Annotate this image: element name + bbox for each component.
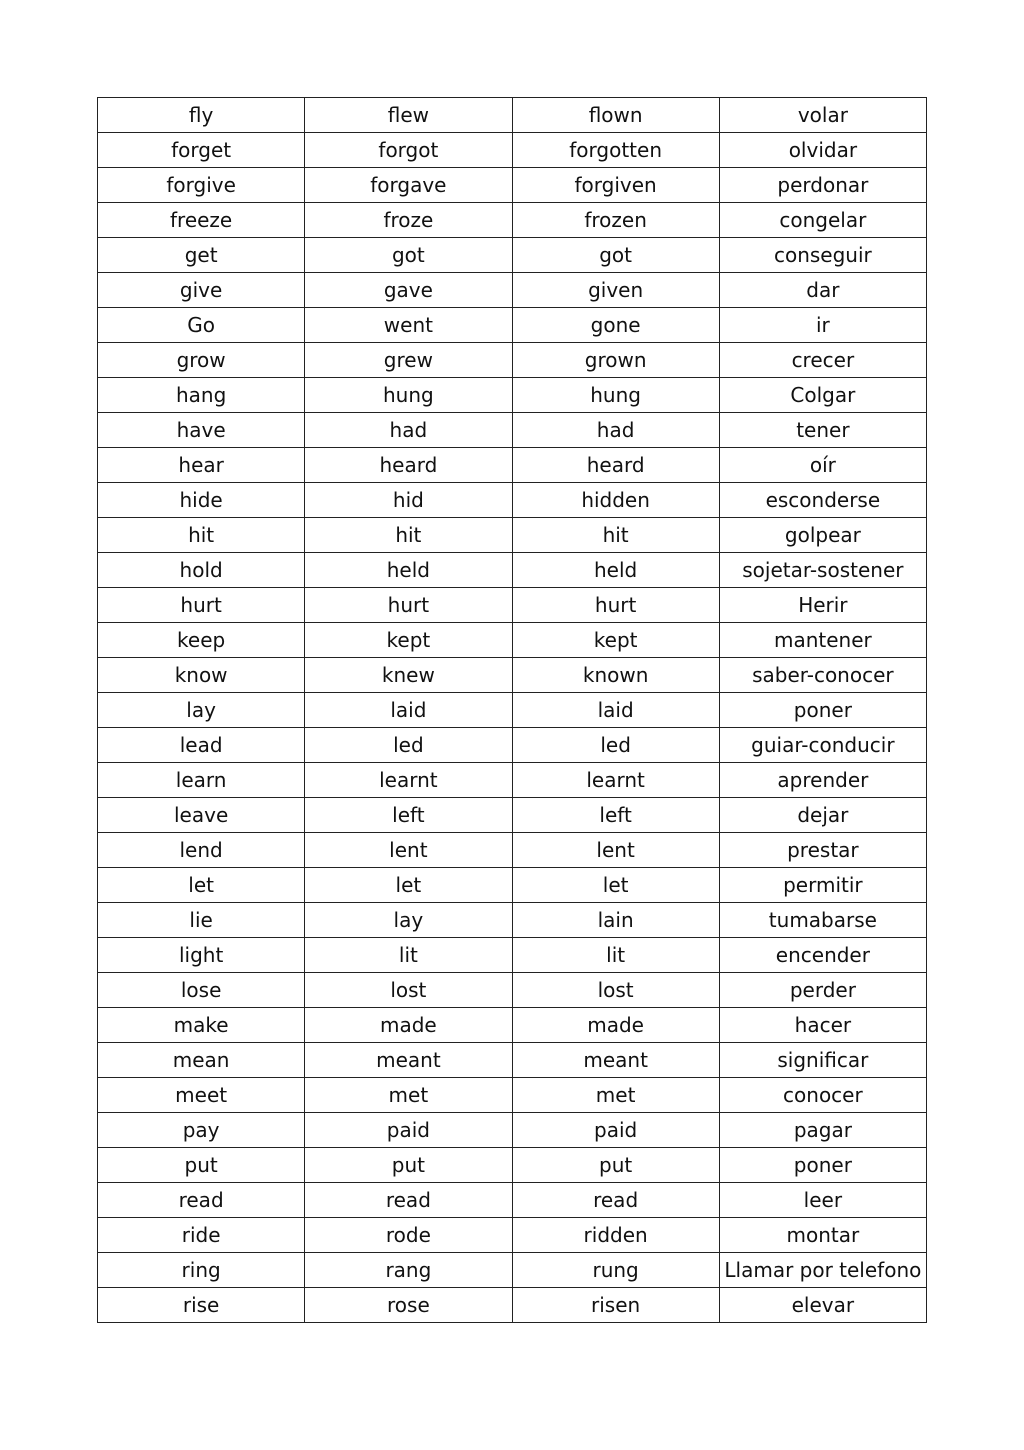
infinitive-cell: fly xyxy=(98,98,305,133)
table-row xyxy=(98,868,927,903)
translation-cell: mantener xyxy=(719,623,926,658)
translation-cell: elevar xyxy=(719,1288,926,1323)
past-participle-cell: ridden xyxy=(512,1218,719,1253)
infinitive-cell: pay xyxy=(98,1113,305,1148)
translation-cell: tumabarse xyxy=(719,903,926,938)
infinitive-cell: put xyxy=(98,1148,305,1183)
translation-cell: leer xyxy=(719,1183,926,1218)
past-simple-cell: hung xyxy=(305,378,512,413)
past-participle-cell: frozen xyxy=(512,203,719,238)
past-simple-cell: lay xyxy=(305,903,512,938)
infinitive-cell: learn xyxy=(98,763,305,798)
translation-cell: ir xyxy=(719,308,926,343)
infinitive-cell: lose xyxy=(98,973,305,1008)
past-simple-cell: hurt xyxy=(305,588,512,623)
translation-cell: oír xyxy=(719,448,926,483)
irregular-verbs-table xyxy=(97,97,927,1323)
infinitive-cell: get xyxy=(98,238,305,273)
table-row xyxy=(98,133,927,168)
past-participle-cell: hidden xyxy=(512,483,719,518)
infinitive-cell: hold xyxy=(98,553,305,588)
table-row xyxy=(98,168,927,203)
translation-cell: poner xyxy=(719,1148,926,1183)
translation-cell: prestar xyxy=(719,833,926,868)
translation-cell: Herir xyxy=(719,588,926,623)
past-participle-cell: forgiven xyxy=(512,168,719,203)
table-row xyxy=(98,343,927,378)
translation-cell: Colgar xyxy=(719,378,926,413)
infinitive-cell: lead xyxy=(98,728,305,763)
past-participle-cell: lain xyxy=(512,903,719,938)
infinitive-cell: freeze xyxy=(98,203,305,238)
past-simple-cell: rose xyxy=(305,1288,512,1323)
past-simple-cell: led xyxy=(305,728,512,763)
past-participle-cell: forgotten xyxy=(512,133,719,168)
past-simple-cell: knew xyxy=(305,658,512,693)
table-row xyxy=(98,308,927,343)
past-participle-cell: grown xyxy=(512,343,719,378)
past-simple-cell: made xyxy=(305,1008,512,1043)
infinitive-cell: give xyxy=(98,273,305,308)
table-row xyxy=(98,973,927,1008)
past-participle-cell: got xyxy=(512,238,719,273)
translation-cell: hacer xyxy=(719,1008,926,1043)
infinitive-cell: leave xyxy=(98,798,305,833)
infinitive-cell: rise xyxy=(98,1288,305,1323)
translation-cell: poner xyxy=(719,693,926,728)
translation-cell: volar xyxy=(719,98,926,133)
translation-cell: olvidar xyxy=(719,133,926,168)
translation-cell: aprender xyxy=(719,763,926,798)
translation-cell: perdonar xyxy=(719,168,926,203)
table-row xyxy=(98,203,927,238)
past-simple-cell: held xyxy=(305,553,512,588)
past-participle-cell: lent xyxy=(512,833,719,868)
translation-cell: saber-conocer xyxy=(719,658,926,693)
table-row xyxy=(98,1078,927,1113)
table-row xyxy=(98,1043,927,1078)
infinitive-cell: have xyxy=(98,413,305,448)
past-simple-cell: lit xyxy=(305,938,512,973)
table-row xyxy=(98,413,927,448)
past-participle-cell: led xyxy=(512,728,719,763)
past-simple-cell: gave xyxy=(305,273,512,308)
infinitive-cell: make xyxy=(98,1008,305,1043)
past-simple-cell: grew xyxy=(305,343,512,378)
translation-cell: tener xyxy=(719,413,926,448)
infinitive-cell: forget xyxy=(98,133,305,168)
infinitive-cell: hang xyxy=(98,378,305,413)
translation-cell: golpear xyxy=(719,518,926,553)
translation-cell: significar xyxy=(719,1043,926,1078)
translation-cell: encender xyxy=(719,938,926,973)
past-participle-cell: meant xyxy=(512,1043,719,1078)
past-simple-cell: learnt xyxy=(305,763,512,798)
table-row xyxy=(98,553,927,588)
past-simple-cell: meant xyxy=(305,1043,512,1078)
past-simple-cell: rang xyxy=(305,1253,512,1288)
past-participle-cell: kept xyxy=(512,623,719,658)
past-simple-cell: kept xyxy=(305,623,512,658)
infinitive-cell: let xyxy=(98,868,305,903)
past-participle-cell: held xyxy=(512,553,719,588)
past-simple-cell: lent xyxy=(305,833,512,868)
infinitive-cell: hear xyxy=(98,448,305,483)
table-row xyxy=(98,938,927,973)
past-participle-cell: laid xyxy=(512,693,719,728)
past-participle-cell: left xyxy=(512,798,719,833)
table-row xyxy=(98,1113,927,1148)
table-row xyxy=(98,763,927,798)
past-participle-cell: gone xyxy=(512,308,719,343)
past-simple-cell: rode xyxy=(305,1218,512,1253)
past-simple-cell: let xyxy=(305,868,512,903)
past-simple-cell: forgot xyxy=(305,133,512,168)
table-row xyxy=(98,798,927,833)
table-row xyxy=(98,833,927,868)
table-row xyxy=(98,693,927,728)
translation-cell: dejar xyxy=(719,798,926,833)
infinitive-cell: mean xyxy=(98,1043,305,1078)
past-participle-cell: lost xyxy=(512,973,719,1008)
past-participle-cell: hung xyxy=(512,378,719,413)
past-simple-cell: froze xyxy=(305,203,512,238)
table-row xyxy=(98,378,927,413)
infinitive-cell: hide xyxy=(98,483,305,518)
table-row xyxy=(98,728,927,763)
table-row xyxy=(98,518,927,553)
verbs-table-body xyxy=(98,98,927,1323)
table-row xyxy=(98,98,927,133)
past-participle-cell: read xyxy=(512,1183,719,1218)
past-participle-cell: had xyxy=(512,413,719,448)
table-row xyxy=(98,1008,927,1043)
infinitive-cell: keep xyxy=(98,623,305,658)
past-simple-cell: flew xyxy=(305,98,512,133)
table-row xyxy=(98,588,927,623)
translation-cell: crecer xyxy=(719,343,926,378)
past-participle-cell: made xyxy=(512,1008,719,1043)
past-participle-cell: learnt xyxy=(512,763,719,798)
table-row xyxy=(98,1148,927,1183)
translation-cell: pagar xyxy=(719,1113,926,1148)
past-participle-cell: given xyxy=(512,273,719,308)
past-participle-cell: hit xyxy=(512,518,719,553)
infinitive-cell: lay xyxy=(98,693,305,728)
past-participle-cell: let xyxy=(512,868,719,903)
infinitive-cell: ring xyxy=(98,1253,305,1288)
table-row xyxy=(98,483,927,518)
table-row xyxy=(98,903,927,938)
past-participle-cell: known xyxy=(512,658,719,693)
past-participle-cell: rung xyxy=(512,1253,719,1288)
infinitive-cell: grow xyxy=(98,343,305,378)
infinitive-cell: Go xyxy=(98,308,305,343)
past-participle-cell: hurt xyxy=(512,588,719,623)
translation-cell: guiar-conducir xyxy=(719,728,926,763)
table-row xyxy=(98,238,927,273)
past-simple-cell: hit xyxy=(305,518,512,553)
infinitive-cell: read xyxy=(98,1183,305,1218)
past-simple-cell: left xyxy=(305,798,512,833)
past-simple-cell: paid xyxy=(305,1113,512,1148)
table-row xyxy=(98,623,927,658)
infinitive-cell: know xyxy=(98,658,305,693)
past-simple-cell: hid xyxy=(305,483,512,518)
past-simple-cell: laid xyxy=(305,693,512,728)
past-participle-cell: paid xyxy=(512,1113,719,1148)
past-simple-cell: heard xyxy=(305,448,512,483)
past-simple-cell: read xyxy=(305,1183,512,1218)
infinitive-cell: ride xyxy=(98,1218,305,1253)
translation-cell: sojetar-sostener xyxy=(719,553,926,588)
table-row xyxy=(98,448,927,483)
past-participle-cell: flown xyxy=(512,98,719,133)
table-row xyxy=(98,658,927,693)
past-simple-cell: put xyxy=(305,1148,512,1183)
translation-cell: conocer xyxy=(719,1078,926,1113)
past-simple-cell: got xyxy=(305,238,512,273)
table-row xyxy=(98,1253,927,1288)
translation-cell: dar xyxy=(719,273,926,308)
translation-cell: esconderse xyxy=(719,483,926,518)
infinitive-cell: lie xyxy=(98,903,305,938)
past-participle-cell: put xyxy=(512,1148,719,1183)
translation-cell: perder xyxy=(719,973,926,1008)
infinitive-cell: hurt xyxy=(98,588,305,623)
infinitive-cell: forgive xyxy=(98,168,305,203)
translation-cell: conseguir xyxy=(719,238,926,273)
past-simple-cell: had xyxy=(305,413,512,448)
infinitive-cell: lend xyxy=(98,833,305,868)
table-row xyxy=(98,1183,927,1218)
infinitive-cell: light xyxy=(98,938,305,973)
past-simple-cell: forgave xyxy=(305,168,512,203)
table-row xyxy=(98,1218,927,1253)
translation-cell: permitir xyxy=(719,868,926,903)
translation-cell: montar xyxy=(719,1218,926,1253)
past-participle-cell: heard xyxy=(512,448,719,483)
table-row xyxy=(98,273,927,308)
infinitive-cell: hit xyxy=(98,518,305,553)
past-participle-cell: lit xyxy=(512,938,719,973)
past-participle-cell: met xyxy=(512,1078,719,1113)
past-participle-cell: risen xyxy=(512,1288,719,1323)
past-simple-cell: lost xyxy=(305,973,512,1008)
past-simple-cell: went xyxy=(305,308,512,343)
past-simple-cell: met xyxy=(305,1078,512,1113)
table-row xyxy=(98,1288,927,1323)
infinitive-cell: meet xyxy=(98,1078,305,1113)
translation-cell: congelar xyxy=(719,203,926,238)
translation-cell: Llamar por telefono xyxy=(719,1253,926,1288)
